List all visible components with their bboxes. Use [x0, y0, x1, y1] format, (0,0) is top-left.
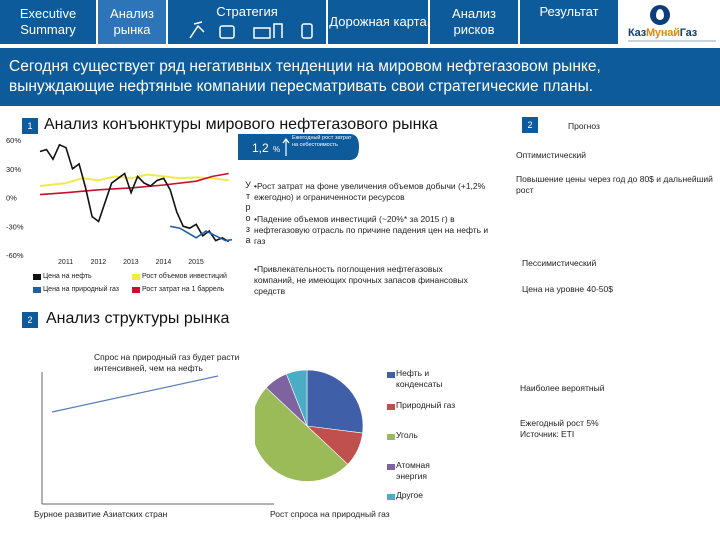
growth-caption: Ежегодный рост затрат на себестоимость [292, 135, 352, 148]
headline-banner: Сегодня существует ряд негативных тенденции на мировом нефтегазовом рынке, вынуждающие нефтяные компании пересматривать свои стратегические планы. [0, 48, 720, 106]
pie-slice-0 [307, 370, 363, 433]
tab-strategy[interactable]: Стратегия [168, 0, 326, 44]
tab-roadmap[interactable]: Дорожная карта [328, 0, 428, 44]
legend-swatch-gas [33, 287, 41, 293]
section-2-number: 2 [22, 312, 38, 328]
y-tick-label: 30% [6, 164, 22, 174]
pump-icon [190, 22, 204, 38]
scenario-optimistic-text: Повышение цены через год до 80$ и дальнейший рост [516, 174, 713, 195]
fuel-icon [302, 24, 312, 38]
legend-label-invest: Рост объемов инвестиций [142, 273, 227, 280]
legend-swatch-cost [132, 287, 140, 293]
growth-unit: % [273, 145, 281, 154]
series-line-1 [170, 226, 232, 240]
gas-demand-note: Спрос на природный газ будет расти интенсивней, чем на нефть [94, 352, 240, 373]
x-tick-label: 2011 [58, 259, 74, 266]
tab-executive-summary[interactable]: Executive Summary [0, 0, 96, 44]
growth-callout [238, 132, 360, 162]
scenario-pessimistic: Пессимистический [522, 258, 597, 268]
pie-legend-swatch-nuclear [387, 464, 395, 470]
y-tick-label: -30% [6, 222, 24, 232]
forecast-number: 2 [522, 117, 538, 133]
vertical-word: У т р о з а [245, 180, 251, 245]
legend-swatch-oil [33, 274, 41, 280]
bullet-investment-drop: •Падение объемов инвестиций (~20%* за 2015 г) в нефтегазовую отрасль по причине падения цен на нефть и газ [254, 214, 489, 246]
pie-legend-coal: Уголь [396, 430, 418, 440]
drop-icon [650, 5, 670, 25]
x-tick-label: 2015 [188, 259, 204, 266]
x-tick-label: 2012 [90, 259, 107, 266]
scenario-optimistic: Оптимистический [516, 150, 586, 160]
section-2-title: Анализ структуры рынка [46, 310, 230, 327]
scenario-probable-text: Ежегодный рост 5% Источник: ETI [520, 418, 599, 439]
pie-legend-swatch-oil [387, 372, 395, 378]
section-1-title: Анализ конъюнктуры мирового нефтегазового рынка [44, 116, 438, 133]
factory-icon [254, 28, 270, 38]
y-tick-label: 60% [6, 136, 22, 145]
pie-legend-oil: Нефть и конденсаты [396, 368, 443, 389]
tab-result[interactable]: Результат [520, 0, 618, 44]
building-icon [274, 24, 282, 38]
tab-market-analysis[interactable]: Анализ рынка [98, 0, 166, 44]
x-tick-label: 2014 [155, 259, 172, 266]
x-tick-label: 2013 [123, 259, 139, 266]
bullet-cost-growth: •Рост затрат на фоне увеличения объемов добычи (+1,2% ежегодно) и ограниченности ресурсов [254, 181, 486, 202]
scenario-pessimistic-text: Цена на уровне 40-50$ [522, 284, 613, 294]
pie-legend-gas: Природный газ [396, 400, 456, 410]
energy-structure-pie [255, 358, 375, 498]
legend-swatch-invest [132, 274, 140, 280]
growth-value: 1,2 [252, 141, 269, 155]
top-navigation [0, 0, 720, 46]
tab-risk-analysis[interactable]: Анализ рисков [430, 0, 518, 44]
tank-icon [220, 26, 234, 38]
growth-line-graphic [38, 372, 278, 512]
bullet-acquisitions: •Привлекательность поглощения нефтегазовых компаний, не имеющих прочных запасов финансовых средств [254, 264, 468, 296]
company-logo: КазМунайГаз [620, 0, 720, 46]
pie-legend-other: Другое [396, 490, 424, 500]
caption-asian-growth: Бурное развитие Азиатских стран [34, 509, 168, 519]
y-tick-label: 0% [6, 193, 17, 203]
pie-legend-swatch-gas [387, 404, 395, 410]
strategy-icons [184, 20, 324, 42]
legend-label-oil: Цена на нефть [43, 273, 92, 280]
pie-legend-nuclear: Атомная энергия [396, 460, 430, 481]
forecast-title: Прогноз [568, 121, 600, 131]
y-tick-label: -60% [6, 251, 24, 260]
legend-label-cost: Рост затрат на 1 баррель [142, 286, 225, 293]
legend-label-gas: Цена на природный газ [43, 286, 119, 293]
pie-legend-swatch-coal [387, 434, 395, 440]
caption-gas-demand: Рост спроса на природный газ [270, 509, 390, 519]
market-trend-chart [0, 130, 240, 270]
pie-legend-swatch-other [387, 494, 395, 500]
scenario-probable: Наиболее вероятный [520, 383, 605, 393]
section-1-number: 1 [22, 118, 38, 134]
